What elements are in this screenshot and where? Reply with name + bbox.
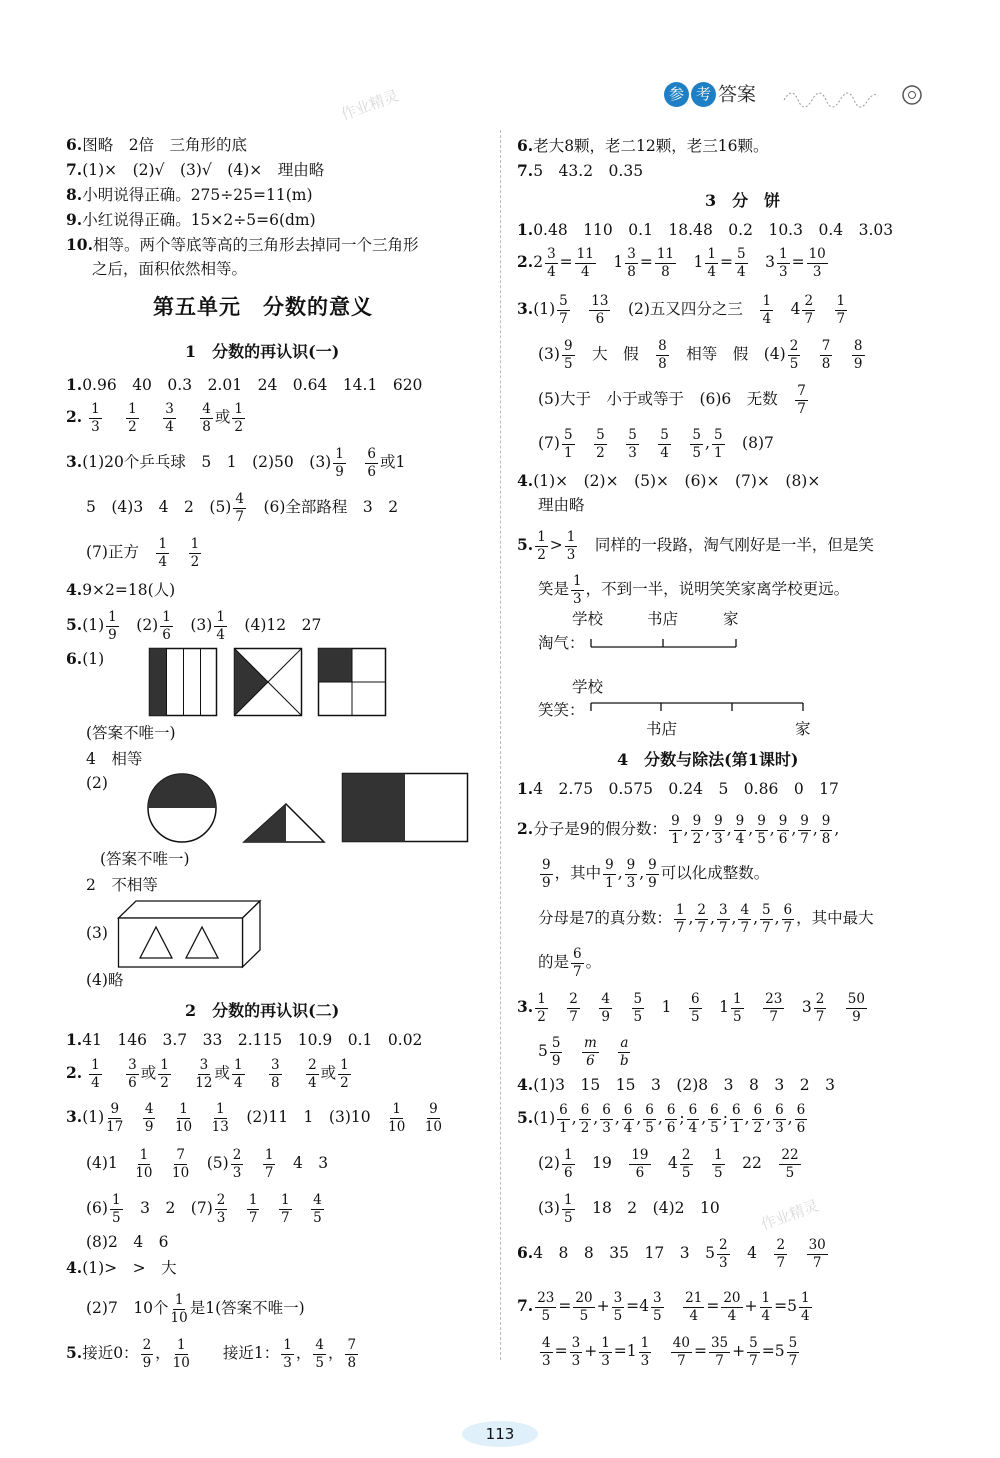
s3-item-3: 3.(1) $\frac{5}{7}$ $\frac{13}{6}$ (2)五又四分之三 $\frac{1}{4}$ 4 $\frac{2}{7}$ $\frac{1}{7}$ [517,293,846,327]
fraction: $\frac{6}{6}$ [367,446,376,480]
fraction: $\frac{7}{7}$ [797,383,806,417]
fraction: $\frac{1}{4}$ [707,246,716,280]
fraction: $\frac{6}{3}$ [602,1102,611,1136]
fraction: $\frac{11}{4}$ [576,246,594,280]
fraction: $\frac{1}{10}$ [135,1147,153,1181]
fraction: $\frac{5}{5}$ [692,427,701,461]
fraction: $\frac{2}{5}$ [789,338,799,372]
fraction: $\frac{4}{7}$ [235,491,244,525]
fraction: $\frac{6}{2}$ [580,1102,590,1136]
s1-item-2: 2. $\frac{1}{3}$ $\frac{1}{2}$ $\frac{3}{4}$ $\frac{4}{8}$ 或 $\frac{1}{2}$ [66,401,243,435]
s4-item-4: 4.(1)3 15 15 3 (2)8 3 8 3 2 3 [517,1075,835,1094]
right-item-6: 6.老大8颗，老二12颗，老三16颗。 [517,136,769,155]
fraction: $\frac{9}{7}$ [800,813,809,847]
s1-item-6-ans2: 2 不相等 [86,876,158,894]
fraction: $\frac{1}{7}$ [280,1192,290,1226]
fraction: $\frac{1}{6}$ [563,1147,573,1181]
s3-item-3-cont: (3) $\frac{9}{5}$ 大 假 $\frac{8}{8}$ 相等 假 (4) $\frac{2}{5}$ $\frac{7}{8}$ $\frac{8}{9}$ [538,338,863,372]
fraction: $\frac{1}{3}$ [601,1335,610,1369]
diagram2-home-label: 家 [795,720,811,738]
fraction: $\frac{9}{10}$ [424,1101,443,1135]
fraction: $\frac{23}{5}$ [537,1290,555,1324]
s4-item-3: 3. $\frac{1}{2}$ $\frac{2}{7}$ $\frac{4}{9}$ $\frac{5}{5}$ 1 $\frac{6}{5}$ 1 $\frac{1}{5}$ $\frac{23}{7}$ 3 $\frac{2}{7}$ $\frac{50}{9}$ [517,991,865,1025]
fraction: $\frac{1}{10}$ [170,1292,188,1326]
diagram1-store-label: 书店 [647,610,679,628]
fraction: $\frac{3}{7}$ [718,902,728,936]
s4-item-2-cont3: 的是 $\frac{6}{7}$ 。 [538,946,602,980]
fraction: $\frac{1}{4}$ [91,1057,100,1091]
answer-header [664,82,756,107]
fraction: $\frac{40}{7}$ [672,1335,690,1369]
fraction: $\frac{5}{9}$ [551,1035,561,1069]
s2-item-3-cont2: (6) $\frac{1}{5}$ 3 2 (7) $\frac{2}{3}$ $\frac{1}{7}$ $\frac{1}{7}$ $\frac{4}{5}$ [86,1192,322,1226]
fraction: $\frac{3}{8}$ [271,1057,280,1091]
fraction: $\frac{3}{8}$ [627,246,636,280]
fraction: $\frac{1}{7}$ [264,1147,274,1181]
fraction: $\frac{m}{6}$ [583,1035,597,1069]
fraction: $\frac{4}{5}$ [315,1337,324,1371]
fraction: $\frac{6}{1}$ [732,1102,741,1136]
fraction: $\frac{1}{2}$ [128,401,137,435]
fraction: $\frac{9}{5}$ [563,338,573,372]
fraction: $\frac{10}{3}$ [808,246,826,280]
fraction: $\frac{3}{6}$ [128,1057,137,1091]
s2-item-1: 1.41 146 3.7 33 2.115 10.9 0.1 0.02 [66,1030,423,1049]
fraction: $\frac{8}{9}$ [853,338,863,372]
fraction: $\frac{1}{5}$ [563,1192,573,1226]
fraction: $\frac{9}{4}$ [735,813,745,847]
s4-item-5-cont: (2) $\frac{1}{6}$ 19 $\frac{19}{6}$ 4 $\frac{2}{5}$ $\frac{1}{5}$ 22 $\frac{22}{5}$ [538,1147,799,1181]
s2-item-4-cont: (2)7 10个 $\frac{1}{10}$ 是1(答案不唯一) [86,1292,305,1326]
fraction: $\frac{6}{5}$ [691,991,700,1025]
watermark-bottom: 作业精灵 [758,1196,822,1234]
fraction: $\frac{2}{3}$ [216,1192,226,1226]
fraction: $\frac{1}{4}$ [158,536,168,570]
fraction: $\frac{1}{5}$ [733,991,742,1025]
shaded-shapes-2 [146,772,476,847]
fraction: $\frac{3}{3}$ [571,1335,581,1369]
fraction: $\frac{50}{9}$ [847,991,865,1025]
fraction: $\frac{4}{7}$ [740,902,750,936]
fraction: $\frac{1}{3}$ [640,1335,650,1369]
fraction: $\frac{1}{3}$ [566,529,576,563]
s1-item-6: 6.(1) [66,649,105,668]
s4-item-2-cont: $\frac{9}{9}$ ，其中 $\frac{9}{1}$ , $\frac{9}{3}$ , $\frac{9}{9}$ 可以化成整数。 [542,857,770,891]
section-2-title: 2 分数的再认识(二) [185,1001,340,1020]
fraction: $\frac{1}{2}$ [190,536,200,570]
s4-item-6: 6.4 8 8 35 17 3 5 $\frac{2}{3}$ 4 $\frac{2}{7}$ $\frac{30}{7}$ [517,1237,826,1271]
section-1-title: 1 分数的再认识(一) [185,342,340,361]
fraction: $\frac{3}{5}$ [613,1290,623,1324]
s4-item-5-cont2: (3) $\frac{1}{5}$ 18 2 (4)2 10 [538,1192,720,1226]
s3-item-2: 2.2 $\frac{3}{4}$ = $\frac{11}{4}$ 1 $\frac{3}{8}$ = $\frac{11}{8}$ 1 $\frac{1}{4}$ = $\frac{5}{4}$ 3 $\frac{1}{3}$ = $\frac{10}{3}$ [517,246,826,280]
s2-item-3: 3.(1) $\frac{9}{17}$ $\frac{4}{9}$ $\frac{1}{10}$ $\frac{1}{13}$ (2)11 1 (3)10 $\frac{1}{10}$ $\frac{9}{10}$ [66,1101,443,1135]
diagram2-who-label: 笑笑： [538,701,585,719]
fraction: $\frac{8}{8}$ [658,338,667,372]
fraction: $\frac{5}{7}$ [788,1335,798,1369]
fraction: $\frac{21}{4}$ [685,1290,703,1324]
fraction: $\frac{23}{7}$ [765,991,783,1025]
fraction: $\frac{2}{7}$ [569,991,578,1025]
s1-item-6-note2: (答案不唯一) [100,850,190,868]
column-divider [500,130,501,1360]
fraction: $\frac{9}{1}$ [671,813,680,847]
fraction: $\frac{9}{1}$ [605,857,614,891]
s4-item-2-cont2: 分母是7的真分数： $\frac{1}{7}$ , $\frac{2}{7}$ , $\frac{3}{7}$ , $\frac{4}{7}$ , $\frac{5}{7}$ , $\frac{6}{7}$ ，其中最大 [538,902,874,936]
fraction: $\frac{9}{3}$ [714,813,723,847]
fraction: $\frac{22}{5}$ [781,1147,799,1181]
fraction: $\frac{4}{5}$ [313,1192,322,1226]
s3-item-3-cont2: (5)大于 小于或等于 (6)6 无数 $\frac{7}{7}$ [538,383,806,417]
s3-item-1: 1.0.48 110 0.1 18.48 0.2 10.3 0.4 3.03 [517,220,894,239]
diagram1-line [590,636,750,650]
fraction: $\frac{2}{7}$ [697,902,706,936]
s3-item-5: 5. $\frac{1}{2}$ > $\frac{1}{3}$ 同样的一段路，淘气刚好是一半，但是笑 [517,529,874,563]
fraction: $\frac{9}{6}$ [778,813,788,847]
s3-item-3-cont3: (7) $\frac{5}{1}$ $\frac{5}{2}$ $\frac{5}{3}$ $\frac{5}{4}$ $\frac{5}{5}$ , $\frac{5}{1}$ (8)7 [538,427,774,461]
s1-item-6-2: (2) [86,774,108,792]
left-item-10-cont: 之后，面积依然相等。 [92,260,248,278]
fraction: $\frac{2}{4}$ [308,1057,317,1091]
fraction: $\frac{3}{4}$ [165,401,174,435]
fraction: $\frac{20}{4}$ [723,1290,741,1324]
fraction: $\frac{2}{7}$ [804,293,814,327]
fraction: $\frac{6}{3}$ [775,1102,784,1136]
fraction: $\frac{1}{4}$ [234,1057,243,1091]
fraction: $\frac{5}{2}$ [596,427,605,461]
s2-item-5: 5.接近0： $\frac{2}{9}$ ， $\frac{1}{10}$ 接近1： $\frac{1}{3}$ ， $\frac{4}{5}$ ， $\frac{7}{8}$ [66,1337,357,1371]
s1-item-1: 1.0.96 40 0.3 2.01 24 0.64 14.1 620 [66,375,423,394]
fraction: $\frac{1}{5}$ [714,1147,723,1181]
fraction: $\frac{30}{7}$ [808,1237,826,1271]
fraction: $\frac{9}{2}$ [692,813,702,847]
fraction: $\frac{1}{3}$ [283,1337,292,1371]
fraction: $\frac{1}{4}$ [216,609,225,643]
fraction: $\frac{5}{7}$ [559,293,568,327]
s3-item-5-cont: 笑是 $\frac{1}{3}$ ，不到一半，说明笑笑家离学校更远。 [538,573,850,607]
fraction: $\frac{1}{7}$ [836,293,846,327]
fraction: $\frac{1}{7}$ [675,902,685,936]
diagram2-school-label: 学校 [572,678,604,696]
fraction: $\frac{5}{7}$ [762,902,771,936]
fraction: $\frac{6}{4}$ [623,1102,633,1136]
fraction: $\frac{1}{9}$ [335,446,344,480]
diagram1-school-label: 学校 [572,610,604,628]
fraction: $\frac{7}{8}$ [347,1337,357,1371]
diagram2-store-label: 书店 [646,720,678,738]
unit-title: 第五单元 分数的意义 [153,294,373,319]
s2-item-3-cont3: (8)2 4 6 [86,1233,169,1251]
s1-item-6-3: (3) [86,924,108,942]
s2-item-2: 2. $\frac{1}{4}$ $\frac{3}{6}$ 或 $\frac{1}{2}$ $\frac{3}{12}$ 或 $\frac{1}{4}$ $\frac{3}{8}$ $\frac{2}{4}$ 或 $\frac{1}{2}$ [66,1057,349,1091]
fraction: $\frac{3}{5}$ [653,1290,662,1324]
s1-item-3-cont2: (7)正方 $\frac{1}{4}$ $\frac{1}{2}$ [86,536,200,570]
fraction: $\frac{5}{1}$ [713,427,723,461]
fraction: $\frac{1}{3}$ [573,573,582,607]
s1-item-4: 4.9×2=18(人) [66,580,176,599]
fraction: $\frac{3}{4}$ [547,246,556,280]
fraction: $\frac{1}{13}$ [211,1101,229,1135]
left-item-9: 9.小红说得正确。15×2÷5=6(dm) [66,210,316,229]
flower-icon [784,82,934,112]
s4-item-7: 7. $\frac{23}{5}$ = $\frac{20}{5}$ + $\frac{3}{5}$ =4 $\frac{3}{5}$ $\frac{21}{4}$ = $\frac{20}{4}$ + $\frac{1}{4}$ =5 $\frac{1}{4}$ [517,1290,810,1324]
fraction: $\frac{1}{9}$ [108,609,117,643]
fraction: $\frac{3}{12}$ [195,1057,213,1091]
fraction: $\frac{1}{3}$ [778,246,788,280]
fraction: $\frac{2}{7}$ [815,991,825,1025]
s4-item-1: 1.4 2.75 0.575 0.24 5 0.86 0 17 [517,779,839,798]
fraction: $\frac{9}{9}$ [648,857,657,891]
fraction: $\frac{9}{17}$ [106,1101,124,1135]
fraction: $\frac{2}{7}$ [776,1237,786,1271]
s4-item-7-cont: $\frac{4}{3}$ = $\frac{3}{3}$ + $\frac{1}{3}$ =1 $\frac{1}{3}$ $\frac{40}{7}$ = $\frac{35}{7}$ + $\frac{5}{7}$ =5 $\frac{5}{7}$ [542,1335,798,1369]
fraction: $\frac{1}{10}$ [172,1337,190,1371]
left-item-6: 6.图略 2倍 三角形的底 [66,135,248,154]
fraction: $\frac{4}{3}$ [542,1335,551,1369]
s1-item-3-cont: 5 (4)3 4 2 (5) $\frac{4}{7}$ (6)全部路程 3 2 [86,491,399,525]
fraction: $\frac{4}{9}$ [144,1101,154,1135]
left-item-10: 10.相等。两个等底等高的三角形去掉同一个三角形 [66,235,419,254]
fraction: $\frac{9}{5}$ [757,813,766,847]
left-item-8: 8.小明说得正确。275÷25=11(m) [66,185,313,204]
fraction: $\frac{11}{8}$ [656,246,675,280]
fraction: $\frac{5}{4}$ [737,246,746,280]
fraction: $\frac{1}{10}$ [388,1101,406,1135]
page-number: 113 [462,1421,538,1447]
fraction: $\frac{2}{5}$ [681,1147,691,1181]
fraction: $\frac{1}{2}$ [340,1057,349,1091]
fraction: $\frac{6}{6}$ [796,1102,806,1136]
fraction: $\frac{6}{1}$ [559,1102,568,1136]
fraction: $\frac{1}{2}$ [234,401,243,435]
s2-item-3-cont: (4)1 $\frac{1}{10}$ $\frac{7}{10}$ (5) $\frac{2}{3}$ $\frac{1}{7}$ 4 3 [86,1147,329,1181]
fraction: $\frac{7}{8}$ [821,338,831,372]
fraction: $\frac{2}{9}$ [142,1337,152,1371]
fraction: $\frac{1}{3}$ [91,401,100,435]
s2-item-4: 4.(1)> > 大 [66,1258,177,1277]
fraction: $\frac{4}{9}$ [601,991,610,1025]
s4-item-2: 2.分子是9的假分数： $\frac{9}{1}$ , $\frac{9}{2}$ , $\frac{9}{3}$ , $\frac{9}{4}$ , $\frac{9}{5}$ , $\frac{9}{6}$ , $\frac{9}{7}$ , $\frac{9}{8}$ , [517,813,840,847]
fraction: $\frac{6}{4}$ [688,1102,698,1136]
fraction: $\frac{1}{5}$ [111,1192,121,1226]
fraction: $\frac{5}{7}$ [749,1335,758,1369]
fraction: $\frac{4}{8}$ [202,401,211,435]
fraction: $\frac{6}{7}$ [573,946,582,980]
diagram1-home-label: 家 [723,610,739,628]
s1-item-5: 5.(1) $\frac{1}{9}$ (2) $\frac{1}{6}$ (3) $\frac{1}{4}$ (4)12 27 [66,609,322,643]
s1-item-3: 3.(1)20个乒乓球 5 1 (2)50 (3) $\frac{1}{9}$ $\frac{6}{6}$ 或1 [66,446,406,480]
s3-item-4-cont: 理由略 [538,496,585,514]
header-title: 答案 [718,83,757,106]
fraction: $\frac{9}{9}$ [542,857,551,891]
fraction: $\frac{20}{5}$ [575,1290,593,1324]
fraction: $\frac{6}{2}$ [753,1102,763,1136]
fraction: $\frac{1}{4}$ [761,1290,771,1324]
header-char-2: 考 [691,82,716,107]
shaded-shapes-1 [149,648,389,718]
s4-item-3-cont: 5 $\frac{5}{9}$ $\frac{m}{6}$ $\frac{a}{b}$ [538,1035,629,1069]
fraction: $\frac{1}{4}$ [800,1290,810,1324]
fraction: $\frac{5}{3}$ [628,427,637,461]
fraction: $\frac{7}{10}$ [172,1147,190,1181]
s3-item-4: 4.(1)× (2)× (5)× (6)× (7)× (8)× [517,471,821,490]
watermark-top: 作业精灵 [338,86,402,124]
diagram2-line [590,699,820,713]
s1-item-6-note1: (答案不唯一) [86,724,176,742]
fraction: $\frac{5}{4}$ [660,427,669,461]
fraction: $\frac{13}{6}$ [591,293,609,327]
fraction: $\frac{5}{5}$ [633,991,643,1025]
fraction: $\frac{1}{7}$ [248,1192,258,1226]
fraction: $\frac{9}{3}$ [626,857,636,891]
fraction: $\frac{6}{5}$ [710,1102,719,1136]
fraction: $\frac{6}{7}$ [783,902,793,936]
fraction: $\frac{a}{b}$ [620,1035,629,1069]
section-3-title: 3 分 饼 [705,191,781,210]
header-char-1: 参 [664,82,689,107]
fraction: $\frac{5}{1}$ [563,427,573,461]
fraction: $\frac{1}{2}$ [537,991,546,1025]
fraction: $\frac{35}{7}$ [710,1335,729,1369]
fraction: $\frac{2}{3}$ [232,1147,242,1181]
fraction: $\frac{1}{4}$ [762,293,772,327]
fraction: $\frac{6}{5}$ [645,1102,654,1136]
s1-item-6-ans1: 4 相等 [86,750,143,768]
fraction: $\frac{6}{6}$ [666,1102,676,1136]
diagram1-who-label: 淘气： [538,634,585,652]
fraction: $\frac{2}{3}$ [718,1237,728,1271]
fraction: $\frac{19}{6}$ [631,1147,649,1181]
s1-item-6-4: (4)略 [86,971,124,989]
fraction: $\frac{1}{10}$ [174,1101,193,1135]
fraction: $\frac{9}{8}$ [821,813,831,847]
cuboid-figure [118,900,268,970]
right-item-7: 7.5 43.2 0.35 [517,161,644,180]
fraction: $\frac{1}{2}$ [160,1057,169,1091]
fraction: $\frac{1}{6}$ [162,609,171,643]
s4-item-5: 5.(1) $\frac{6}{1}$ , $\frac{6}{2}$ , $\frac{6}{3}$ , $\frac{6}{4}$ , $\frac{6}{5}$ , $\frac{6}{6}$ ; $\frac{6}{4}$ , $\frac{6}{5}$ ; $\frac{6}{1}$ , $\frac{6}{2}$ , $\frac{6}{3}$ , $\frac{6}{6}$ [517,1102,806,1136]
fraction: $\frac{1}{2}$ [537,529,546,563]
left-item-7: 7.(1)× (2)√ (3)√ (4)× 理由略 [66,160,325,179]
section-4-title: 4 分数与除法(第1课时) [617,750,799,769]
